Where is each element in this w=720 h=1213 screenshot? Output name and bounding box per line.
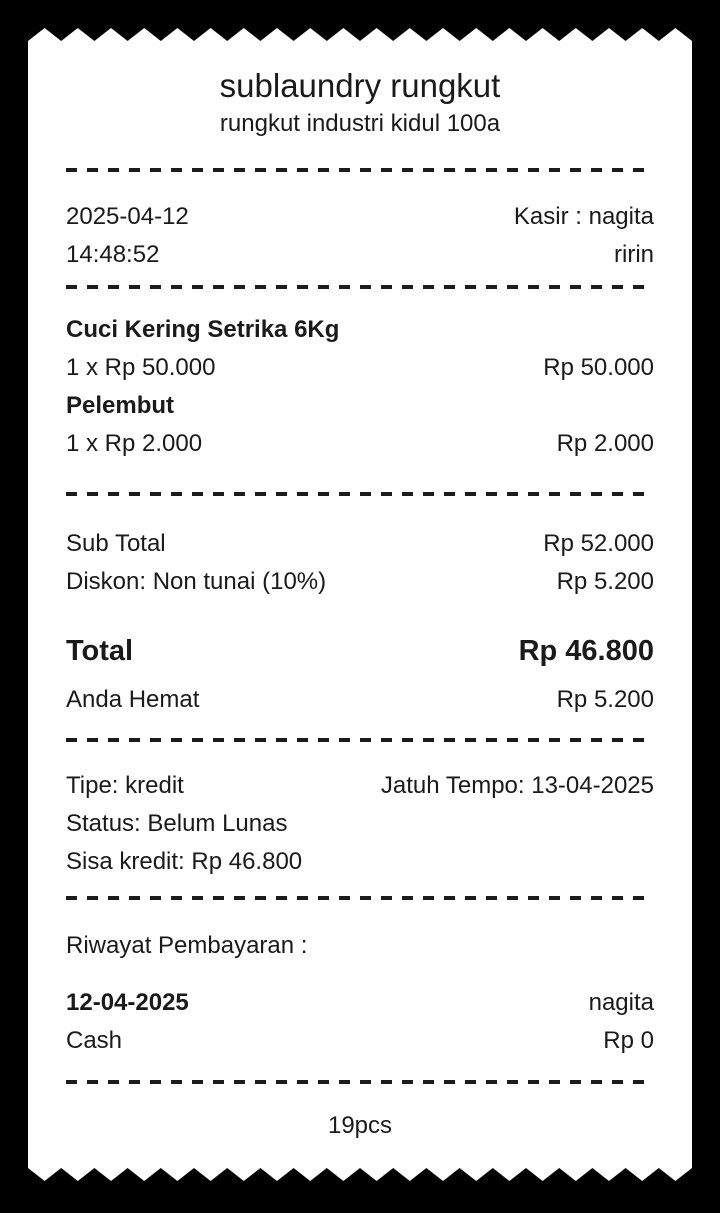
payment-amount: Rp 0 [603, 1027, 654, 1054]
separator [66, 492, 654, 496]
credit-status: Status: Belum Lunas [66, 810, 288, 837]
payment-history-heading: Riwayat Pembayaran : [66, 932, 308, 959]
total-value: Rp 46.800 [518, 635, 654, 667]
items-list [66, 311, 654, 463]
receipt-header [66, 65, 654, 140]
credit-due-date: Jatuh Tempo: 13-04-2025 [380, 772, 654, 799]
item-row [66, 387, 654, 463]
discount-value: Rp 5.200 [556, 568, 654, 595]
payment-cashier: nagita [588, 989, 654, 1016]
store-name: sublaundry rungkut [219, 67, 501, 104]
subtotal-label: Sub Total [66, 530, 166, 557]
subtotal-value: Rp 52.000 [543, 530, 654, 557]
totals-section [66, 525, 654, 719]
savings-value: Rp 5.200 [556, 686, 654, 713]
credit-section [66, 767, 654, 881]
cashier-name: Kasir : nagita [513, 203, 654, 230]
item-amount: Rp 2.000 [556, 430, 654, 457]
item-name: Cuci Kering Setrika 6Kg [66, 316, 340, 343]
total-pieces: 19pcs [327, 1112, 393, 1139]
torn-edge-top [28, 28, 692, 41]
payment-date: 12-04-2025 [66, 989, 189, 1016]
separator [66, 896, 654, 900]
item-row [66, 311, 654, 387]
separator [66, 285, 654, 289]
savings-label: Anda Hemat [66, 686, 200, 713]
item-qty-price: 1 x Rp 2.000 [66, 430, 203, 457]
cashier-name-2: ririn [614, 241, 654, 268]
transaction-time: 14:48:52 [66, 241, 160, 268]
payment-entry [66, 984, 654, 1060]
receipt-paper [28, 28, 692, 1181]
transaction-meta [66, 198, 654, 274]
separator [66, 738, 654, 742]
separator [66, 1080, 654, 1084]
item-qty-price: 1 x Rp 50.000 [66, 354, 216, 381]
item-amount: Rp 50.000 [543, 354, 654, 381]
transaction-date: 2025-04-12 [66, 203, 189, 230]
credit-remaining: Sisa kredit: Rp 46.800 [66, 848, 303, 875]
discount-label: Diskon: Non tunai (10%) [66, 568, 327, 595]
separator [66, 168, 654, 172]
store-address: rungkut industri kidul 100a [219, 110, 501, 137]
credit-type: Tipe: kredit [66, 772, 184, 799]
payment-method: Cash [66, 1027, 123, 1054]
torn-edge-bottom [28, 1168, 692, 1181]
item-name: Pelembut [66, 392, 175, 419]
receipt-body [28, 41, 692, 1168]
total-label: Total [66, 635, 134, 667]
